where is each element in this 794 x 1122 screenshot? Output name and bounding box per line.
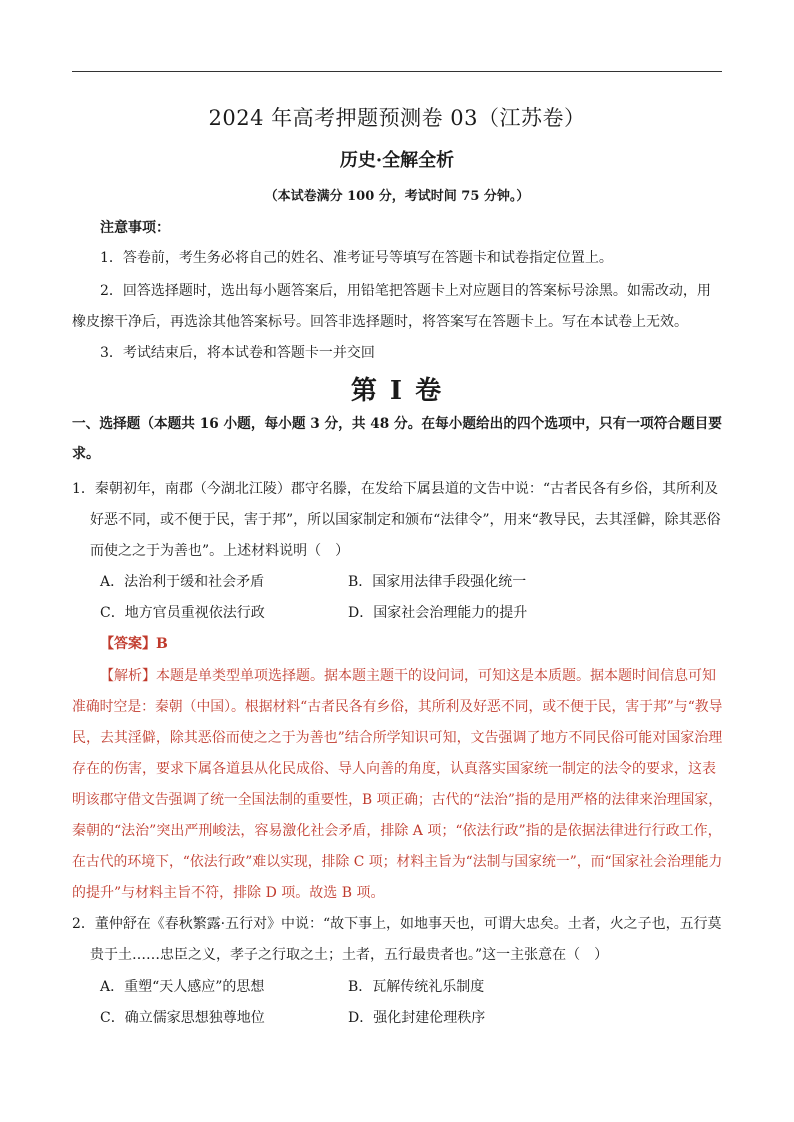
q1-option-a: A．法治利于缓和社会矛盾 xyxy=(100,574,265,590)
q1-stem-cont: 而使之之于为善也”。上述材料说明（ ） xyxy=(90,543,350,559)
q1-answer: 【答案】B xyxy=(100,636,168,652)
document-subtitle: 历史·全解全析 xyxy=(339,150,455,171)
q1-analysis-line: 准确时空是：秦朝（中国）。根据材料“古者民各有乡俗，其所利及好恶不同，或不便于民，害于邦”与“教导 xyxy=(72,699,723,715)
notice-item-2: 2．回答选择题时，选出每小题答案后，用铅笔把答题卡上对应题目的答案标号涂黑。如需改动，用 xyxy=(100,283,711,299)
exam-info: （本试卷满分 100 分，考试时间 75 分钟。） xyxy=(264,189,530,204)
q2-stem: 2．董仲舒在《春秋繁露·五行对》中说：“故下事上，如地事天也，可谓大忠矣。土者，火之子也，五行莫 xyxy=(72,916,722,932)
q1-analysis-line: 存在的伤害，要求下属各道县从化民成俗、导人向善的角度，认真落实国家统一制定的法令的要求，这表 xyxy=(72,761,716,777)
q2-stem-cont: 贵于土……忠臣之义，孝子之行取之土；土者，五行最贵者也。”这一主张意在（ ） xyxy=(90,947,609,963)
header-rule xyxy=(72,71,722,72)
q1-analysis-line: 【解析】本题是单类型单项选择题。据本题主题干的设问词，可知这是本质题。据本题时间信息可知 xyxy=(100,668,716,684)
q1-analysis-line: 的提升”与材料主旨不符，排除 D 项。故选 B 项。 xyxy=(72,885,385,901)
notice-heading: 注意事项： xyxy=(100,220,170,236)
q1-analysis-line: 在古代的环境下，“依法行政”难以实现，排除 C 项；材料主旨为“法制与国家统一”，而“国家社会治理能力 xyxy=(72,854,723,870)
q1-option-c: C．地方官员重视依法行政 xyxy=(100,605,265,621)
notice-item-2-cont: 橡皮擦干净后，再选涂其他答案标号。回答非选择题时，将答案写在答题卡上。写在本试卷上无效。 xyxy=(72,314,688,330)
q1-option-d: D．国家社会治理能力的提升 xyxy=(348,605,528,621)
q1-analysis-line: 明该郡守借文告强调了统一全国法制的重要性，B 项正确；古代的“法治”指的是用严格的法律来治理国家， xyxy=(72,792,723,808)
q2-option-a: A．重塑“天人感应”的思想 xyxy=(100,979,265,995)
q1-analysis-line: 秦朝的“法治”突出严刑峻法，容易激化社会矛盾，排除 A 项；“依法行政”指的是依据法律进行行政工作， xyxy=(72,823,722,839)
notice-item-1: 1．答卷前，考生务必将自己的姓名、准考证号等填写在答题卡和试卷指定位置上。 xyxy=(100,250,613,266)
section-heading: 第 I 卷 xyxy=(350,376,444,406)
q1-stem-cont: 好恶不同，或不便于民，害于邦”，所以国家制定和颁布“法律令”，用来“教导民，去其淫僻，除其恶俗 xyxy=(90,512,721,528)
section-intro: 一、选择题（本题共 16 小题，每小题 3 分，共 48 分。在每小题给出的四个选项中，只有一项符合题目要 xyxy=(72,416,722,432)
section-intro-cont: 求。 xyxy=(72,446,100,462)
document-title: 2024 年高考押题预测卷 03（江苏卷） xyxy=(208,106,586,130)
notice-item-3: 3．考试结束后，将本试卷和答题卡一并交回 xyxy=(100,345,375,361)
q1-analysis-line: 民，去其淫僻，除其恶俗而使之之于为善也”结合所学知识可知，文告强调了地方不同民俗可能对国家治理 xyxy=(72,730,723,746)
q2-option-c: C．确立儒家思想独尊地位 xyxy=(100,1010,265,1026)
q1-stem: 1．秦朝初年，南郡（今湖北江陵）郡守名滕，在发给下属县道的文告中说：“古者民各有乡俗，其所利及 xyxy=(72,481,719,497)
q2-option-b: B．瓦解传统礼乐制度 xyxy=(348,979,485,995)
q1-option-b: B．国家用法律手段强化统一 xyxy=(348,574,527,590)
q2-option-d: D．强化封建伦理秩序 xyxy=(348,1010,486,1026)
